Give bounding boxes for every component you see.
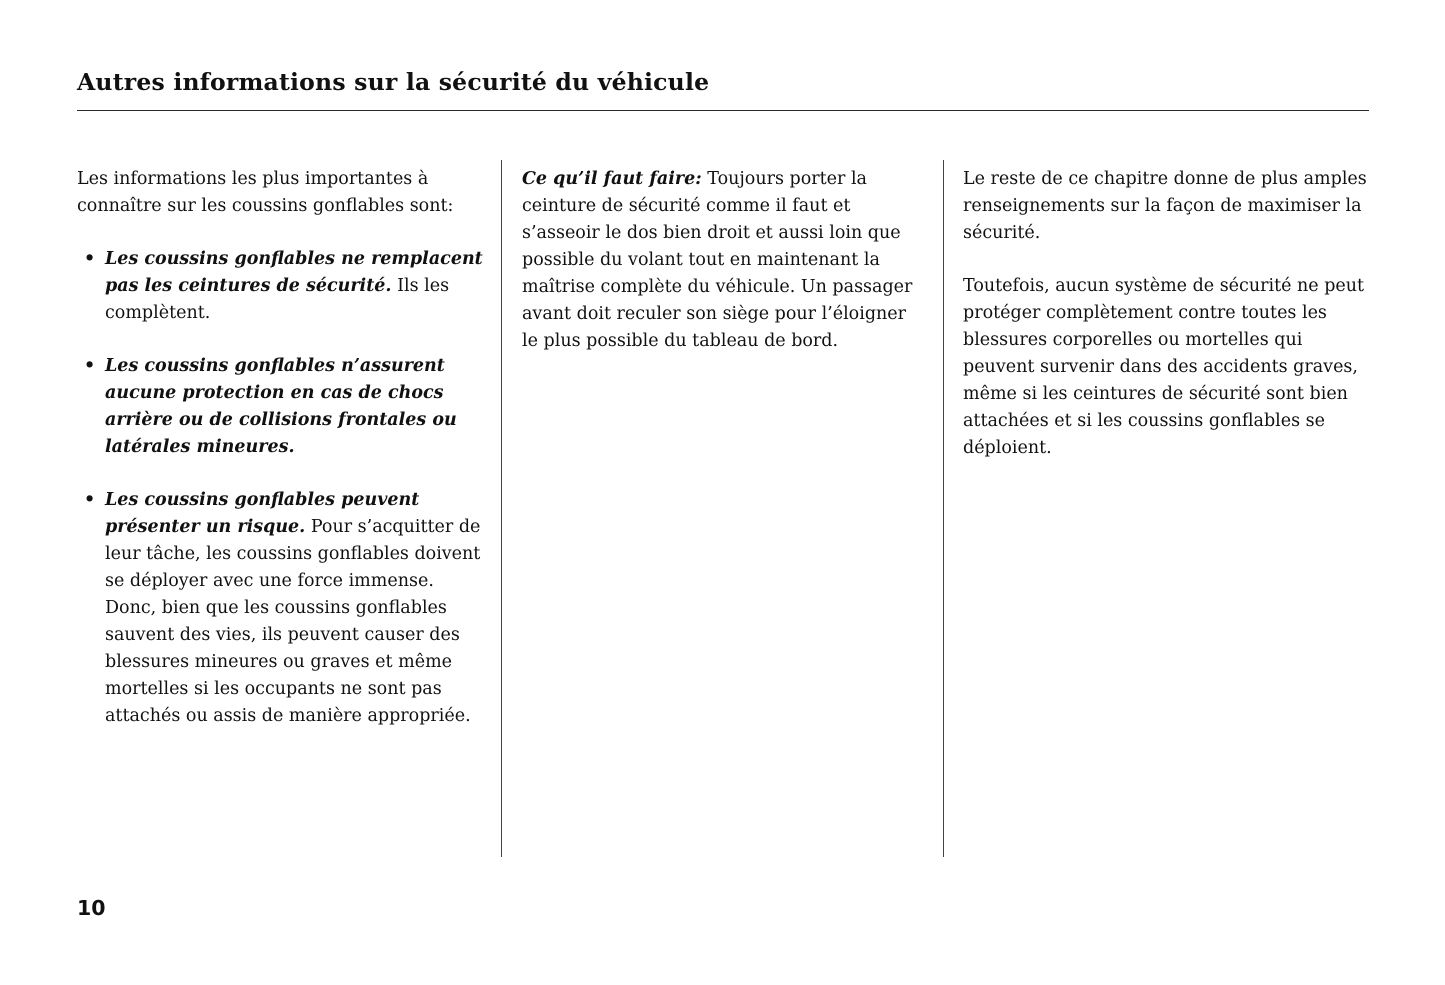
bullet-lead-text: Les coussins gonflables ne remplacent pas les ceintures de sécurité.: [105, 249, 483, 296]
page-title: Autres informations sur la sécurité du véhicule: [77, 68, 710, 96]
column-right: [963, 166, 1369, 488]
safety-limitations-paragraph: Toutefois, aucun système de sécurité ne peut protéger complètement contre toutes les blessures corporelles ou mortelles qui peuvent survenir dans des accidents graves, même si les ceintures de sécurité sont bien attachées et si les coussins gonflables se déploient.: [963, 276, 1365, 458]
bullet-item: [77, 487, 490, 730]
column-left: [77, 166, 490, 756]
bullet-lead-text: Les coussins gonflables peuvent présenter un risque.: [105, 490, 420, 537]
bullet-lead-text: Les coussins gonflables n’assurent aucune protection en cas de chocs arrière ou de collisions frontales ou latérales mineures.: [105, 356, 457, 457]
bullet-marker: •: [84, 356, 96, 376]
bullet-item: [77, 246, 490, 327]
what-to-do-paragraph: [522, 166, 926, 355]
bullet-marker: •: [84, 490, 96, 510]
bullet-marker: •: [84, 249, 96, 269]
column-divider: [943, 160, 944, 857]
page-number: 10: [77, 896, 106, 920]
bullet-rest-text: Pour s’acquitter de leur tâche, les coussins gonflables doivent se déployer avec une force immense. Donc, bien que les coussins gonflables sauvent des vies, ils peuvent causer des blessures mineures ou graves et même mortelles si les occupants ne sont pas attachés ou assis de manière appropriée.: [105, 517, 481, 726]
intro-paragraph: Les informations les plus importantes à connaître sur les coussins gonflables sont:: [77, 169, 454, 216]
title-underline-rule: [77, 110, 1369, 111]
column-middle: [522, 166, 926, 381]
bullet-rest-text: Ils les complètent.: [105, 276, 450, 323]
paragraph-lead-text: Ce qu’il faut faire:: [522, 169, 702, 189]
column-divider: [501, 160, 502, 857]
bullet-item: [77, 353, 490, 461]
chapter-overview-paragraph: Le reste de ce chapitre donne de plus amples renseignements sur la façon de maximiser la sécurité.: [963, 169, 1367, 243]
paragraph-rest-text: Toujours porter la ceinture de sécurité comme il faut et s’asseoir le dos bien droit et aussi loin que possible du volant tout en maintenant la maîtrise complète du véhicule. Un passager avant doit reculer son siège pour l’éloigner le plus possible du tableau de bord.: [522, 169, 913, 351]
